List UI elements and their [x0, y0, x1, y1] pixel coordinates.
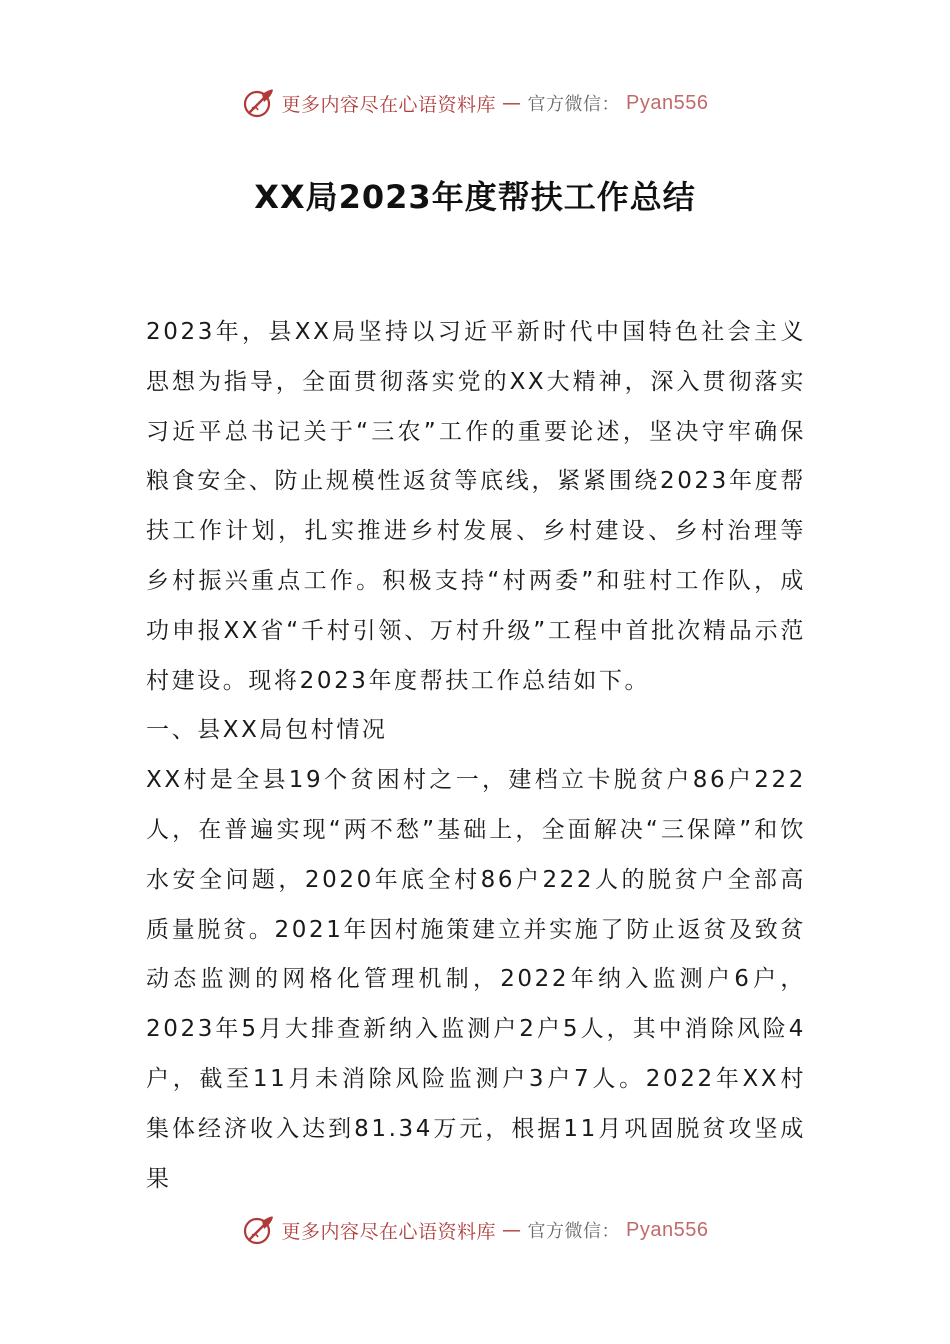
- watermark-contact-label: 官方微信：: [527, 1221, 621, 1242]
- watermark-site-text: 更多内容尽在心语资料库: [281, 93, 497, 116]
- quill-logo-icon: [242, 1213, 276, 1247]
- section-paragraph: XX村是全县19个贫困村之一，建档立卡脱贫户86户222人，在普遍实现“两不愁”基础上，全面解决“三保障”和饮水安全问题，2020年底全村86户222人的脱贫户全部高质量脱贫。2021年因村施策建立并实施了防止返贫及致贫动态监测的网格化管理机制，2022年纳入监测户6户，2023年5月大排查新纳入监测户2户5人，其中消除风险4户，截至11月未消除风险监测户3户7人。2022年XX村集体经济收入达到81.34万元，根据11月巩固脱贫攻坚成果: [146, 767, 806, 1192]
- quill-logo-icon: [242, 86, 276, 120]
- watermark-footer: [0, 1213, 950, 1247]
- document-title: XX局2023年度帮扶工作总结: [254, 178, 696, 216]
- watermark-header: [0, 86, 950, 120]
- watermark-separator: —: [502, 92, 522, 114]
- watermark-contact-id: Pyan556: [626, 1218, 709, 1241]
- intro-paragraph: 2023年，县XX局坚持以习近平新时代中国特色社会主义思想为指导，全面贯彻落实党的XX大精神，深入贯彻落实习近平总书记关于“三农”工作的重要论述，坚决守牢确保粮食安全、防止规模性返贫等底线，紧紧围绕2023年度帮扶工作计划，扎实推进乡村发展、乡村建设、乡村治理等乡村振兴重点工作。积极支持“村两委”和驻村工作队，成功申报XX省“千村引领、万村升级”工程中首批次精品示范村建设。现将2023年度帮扶工作总结如下。: [146, 319, 806, 694]
- watermark-contact-label: 官方微信：: [527, 94, 621, 115]
- watermark-separator: —: [502, 1219, 522, 1241]
- section-heading: 一、县XX局包村情况: [146, 717, 388, 744]
- watermark-site-text: 更多内容尽在心语资料库: [281, 1220, 497, 1243]
- watermark-contact-id: Pyan556: [626, 91, 709, 114]
- document-body: [146, 308, 806, 1204]
